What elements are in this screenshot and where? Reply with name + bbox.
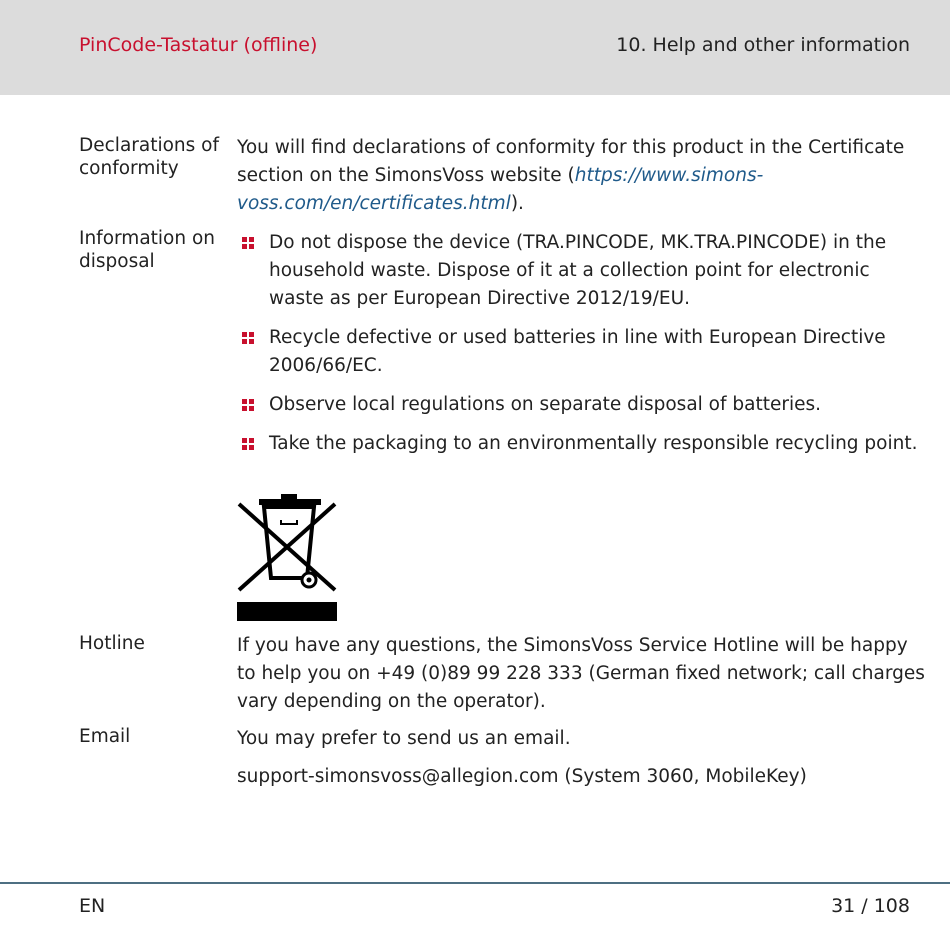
email-section — [237, 725, 927, 791]
list-item-text: Observe local regulations on separate disposal of batteries. — [269, 394, 822, 415]
disposal-list — [237, 229, 927, 458]
product-title: PinCode-Tastatur (offline) — [79, 34, 318, 56]
conformity-text-after: ). — [510, 193, 524, 214]
list-item-text: Do not dispose the device (TRA.PINCODE, MK.TRA.PINCODE) in the household waste. Dispose of it at a collection point for electronic waste as per European Directive 2012/19/EU. — [269, 232, 887, 309]
conformity-section — [237, 134, 927, 218]
disposal-label: Information on disposal — [79, 228, 216, 272]
conformity-text-before: You will find declarations of conformity for this product in the Certificate section on the SimonsVoss website ( — [237, 137, 905, 186]
footer-divider — [0, 882, 950, 884]
hotline-section — [237, 632, 927, 716]
certificates-link[interactable]: https://www.simons-voss.com/en/certificates.html — [237, 165, 764, 214]
bullet-icon — [242, 237, 255, 250]
list-item — [237, 229, 927, 313]
hotline-label: Hotline — [79, 633, 145, 654]
crossed-out-wheelie-bin-icon — [237, 494, 337, 626]
hotline-text: If you have any questions, the SimonsVoss Service Hotline will be happy to help you on +49 (0)89 99 228 333 (German fixed network; call charges vary depending on the operator). — [237, 635, 925, 712]
list-item-text: Take the packaging to an environmentally responsible recycling point. — [269, 433, 918, 454]
footer-language: EN — [79, 895, 106, 917]
email-intro: You may prefer to send us an email. — [237, 728, 571, 749]
bullet-icon — [242, 332, 255, 345]
list-item — [237, 324, 927, 380]
email-address[interactable]: support-simonsvoss@allegion.com (System 3060, MobileKey) — [237, 766, 807, 787]
conformity-paragraph — [237, 134, 927, 218]
bullet-icon — [242, 438, 255, 451]
page-header — [0, 0, 950, 95]
bullet-icon — [242, 399, 255, 412]
disposal-section — [237, 229, 927, 469]
page-number: 31 / 108 — [831, 895, 910, 917]
list-item — [237, 430, 927, 458]
list-item-text: Recycle defective or used batteries in line with European Directive 2006/66/EC. — [269, 327, 886, 376]
chapter-title: 10. Help and other information — [616, 34, 910, 56]
list-item — [237, 391, 927, 419]
conformity-label: Declarations of conformity — [79, 135, 220, 179]
email-label: Email — [79, 726, 131, 747]
